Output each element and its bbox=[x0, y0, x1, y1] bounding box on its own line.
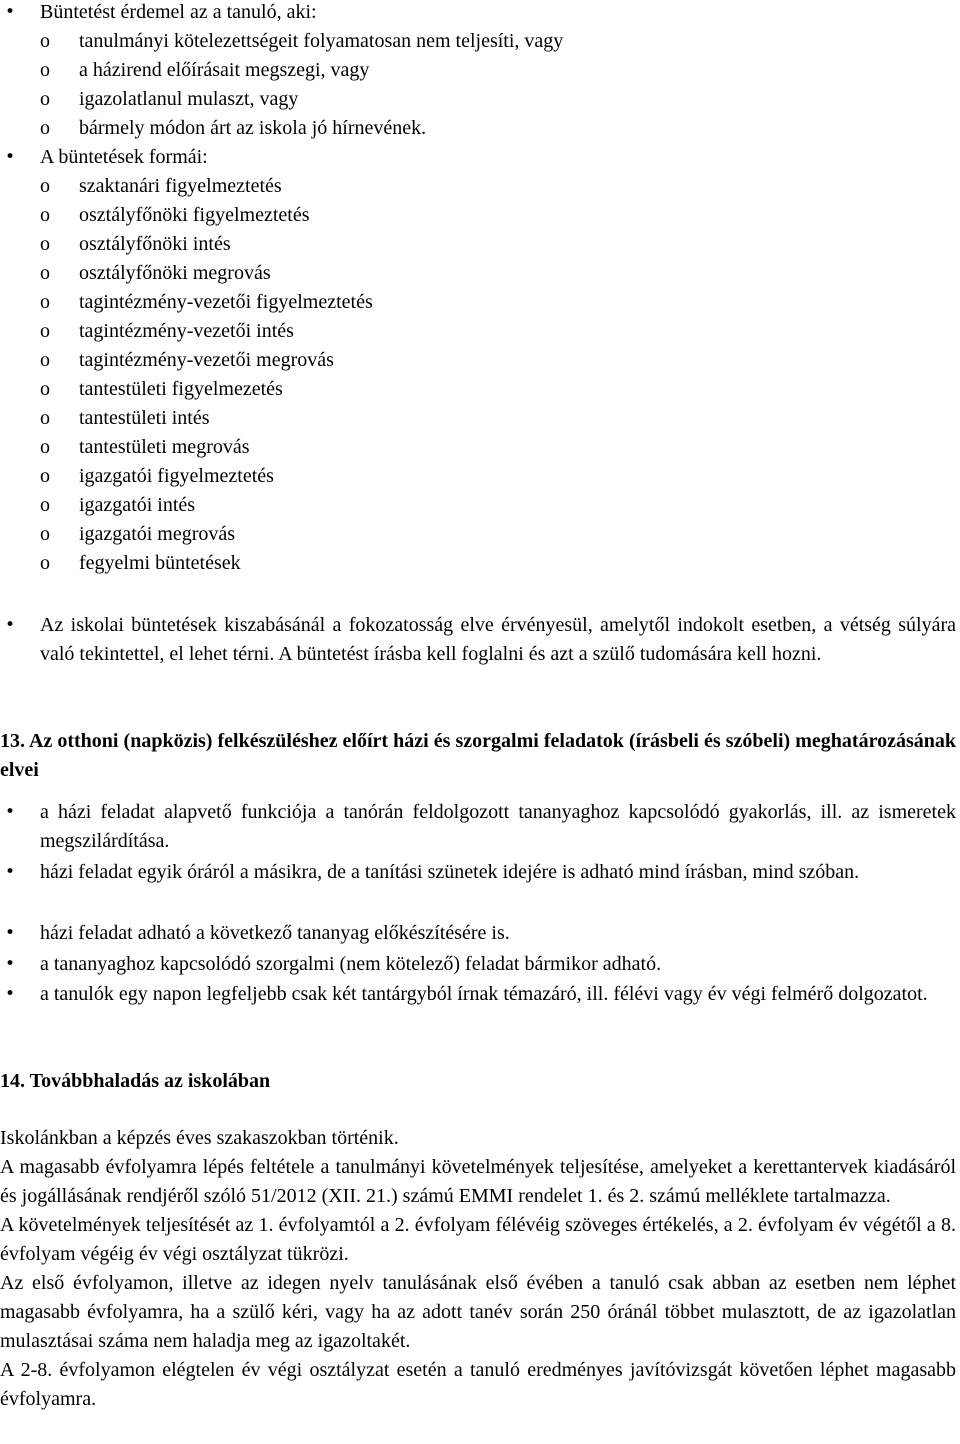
form-item: o tantestületi megrovás bbox=[0, 433, 956, 462]
form-item: o tagintézmény-vezetői megrovás bbox=[0, 346, 956, 375]
form-item: o tagintézmény-vezetői figyelmeztetés bbox=[0, 288, 956, 317]
form-item: o szaktanári figyelmeztetés bbox=[0, 172, 956, 201]
paragraph: A magasabb évfolyamra lépés feltétele a tanulmányi követelmények teljesítése, amelyeket a kerettantervek kiadásáról és jogállásának rendjéről szóló 51/2012 (XII. 21.) számú EMMI rendelet 1. és 2. számú melléklete tartalmazza. bbox=[0, 1156, 956, 1207]
condition-item: o tanulmányi kötelezettségeit folyamatosan nem teljesíti, vagy bbox=[0, 27, 956, 56]
paragraph: Iskolánkban a képzés éves szakaszokban történik. bbox=[0, 1127, 399, 1149]
condition-item: o igazolatlanul mulaszt, vagy bbox=[0, 85, 956, 114]
section-13-heading: 13. Az otthoni (napközis) felkészüléshez előírt házi és szorgalmi feladatok (írásbeli és szóbeli) meghatározásának elvei bbox=[0, 730, 956, 781]
penalty-intro: • Büntetést érdemel az a tanuló, aki: bbox=[0, 0, 956, 27]
form-item: o igazgatói intés bbox=[0, 491, 956, 520]
homework-item: • a tanulók egy napon legfeljebb csak két tantárgyból írnak témazáró, ill. félévi vagy év végi felmérő dolgozatot. bbox=[0, 980, 956, 1009]
section-13-list bbox=[0, 798, 956, 856]
homework-item: • a házi feladat alapvető funkciója a tanórán feldolgozott tananyaghoz kapcsolódó gyakorlás, ill. az ismeretek megszilárdítása. bbox=[0, 798, 956, 856]
form-item: o tantestületi intés bbox=[0, 404, 956, 433]
form-item: o tantestületi figyelmezetés bbox=[0, 375, 956, 404]
section-13-list-2 bbox=[0, 858, 956, 887]
form-item: o fegyelmi büntetések bbox=[0, 549, 956, 578]
section-14-body bbox=[0, 1124, 956, 1414]
form-item: o osztályfőnöki megrovás bbox=[0, 259, 956, 288]
section-14-heading: 14. Továbbhaladás az iskolában bbox=[0, 1070, 271, 1092]
homework-item: • házi feladat adható a következő tananyag előkészítésére is. bbox=[0, 919, 956, 948]
form-item: o osztályfőnöki figyelmeztetés bbox=[0, 201, 956, 230]
penalty-gradation bbox=[0, 611, 956, 669]
penalty-list bbox=[0, 0, 956, 578]
section-13-list-3 bbox=[0, 919, 956, 948]
gradation-text: • Az iskolai büntetések kiszabásánál a fokozatosság elve érvényesül, amelytől indokolt esetben, a vétség súlyára való tekintettel, el lehet térni. A büntetést írásba kell foglalni és azt a szülő tudomására kell hozni. bbox=[0, 611, 956, 669]
form-item: o igazgatói figyelmeztetés bbox=[0, 462, 956, 491]
form-item: o igazgatói megrovás bbox=[0, 520, 956, 549]
paragraph: Az első évfolyamon, illetve az idegen nyelv tanulásának első évében a tanuló csak abban az esetben nem léphet magasabb évfolyamra, ha a szülő kéri, vagy ha az adott tanév során 250 óránál többet mulasztott, de az igazolatlan mulasztásai száma nem haladja meg az igazoltakét. bbox=[0, 1272, 956, 1352]
paragraph: A követelmények teljesítését az 1. évfolyamtól a 2. évfolyam félévéig szöveges értékelés, a 2. évfolyam év végétől a 8. évfolyam végéig év végi osztályzat tükrözi. bbox=[0, 1214, 956, 1265]
homework-item: • házi feladat egyik óráról a másikra, de a tanítási szünetek idejére is adható mind írásban, mind szóban. bbox=[0, 858, 956, 887]
section-13 bbox=[0, 727, 956, 785]
form-item: o tagintézmény-vezetői intés bbox=[0, 317, 956, 346]
penalty-forms-intro: • A büntetések formái: bbox=[0, 143, 956, 172]
homework-item: • a tananyaghoz kapcsolódó szorgalmi (nem kötelező) feladat bármikor adható. bbox=[0, 950, 956, 979]
condition-item: o bármely módon árt az iskola jó hírnevének. bbox=[0, 114, 956, 143]
form-item: o osztályfőnöki intés bbox=[0, 230, 956, 259]
condition-item: o a házirend előírásait megszegi, vagy bbox=[0, 56, 956, 85]
section-13-list-4 bbox=[0, 950, 956, 979]
paragraph: A 2-8. évfolyamon elégtelen év végi osztályzat esetén a tanuló eredményes javítóvizsgát követően léphet magasabb évfolyamra. bbox=[0, 1359, 956, 1410]
section-13-list-5 bbox=[0, 980, 956, 1009]
section-14 bbox=[0, 1067, 956, 1096]
